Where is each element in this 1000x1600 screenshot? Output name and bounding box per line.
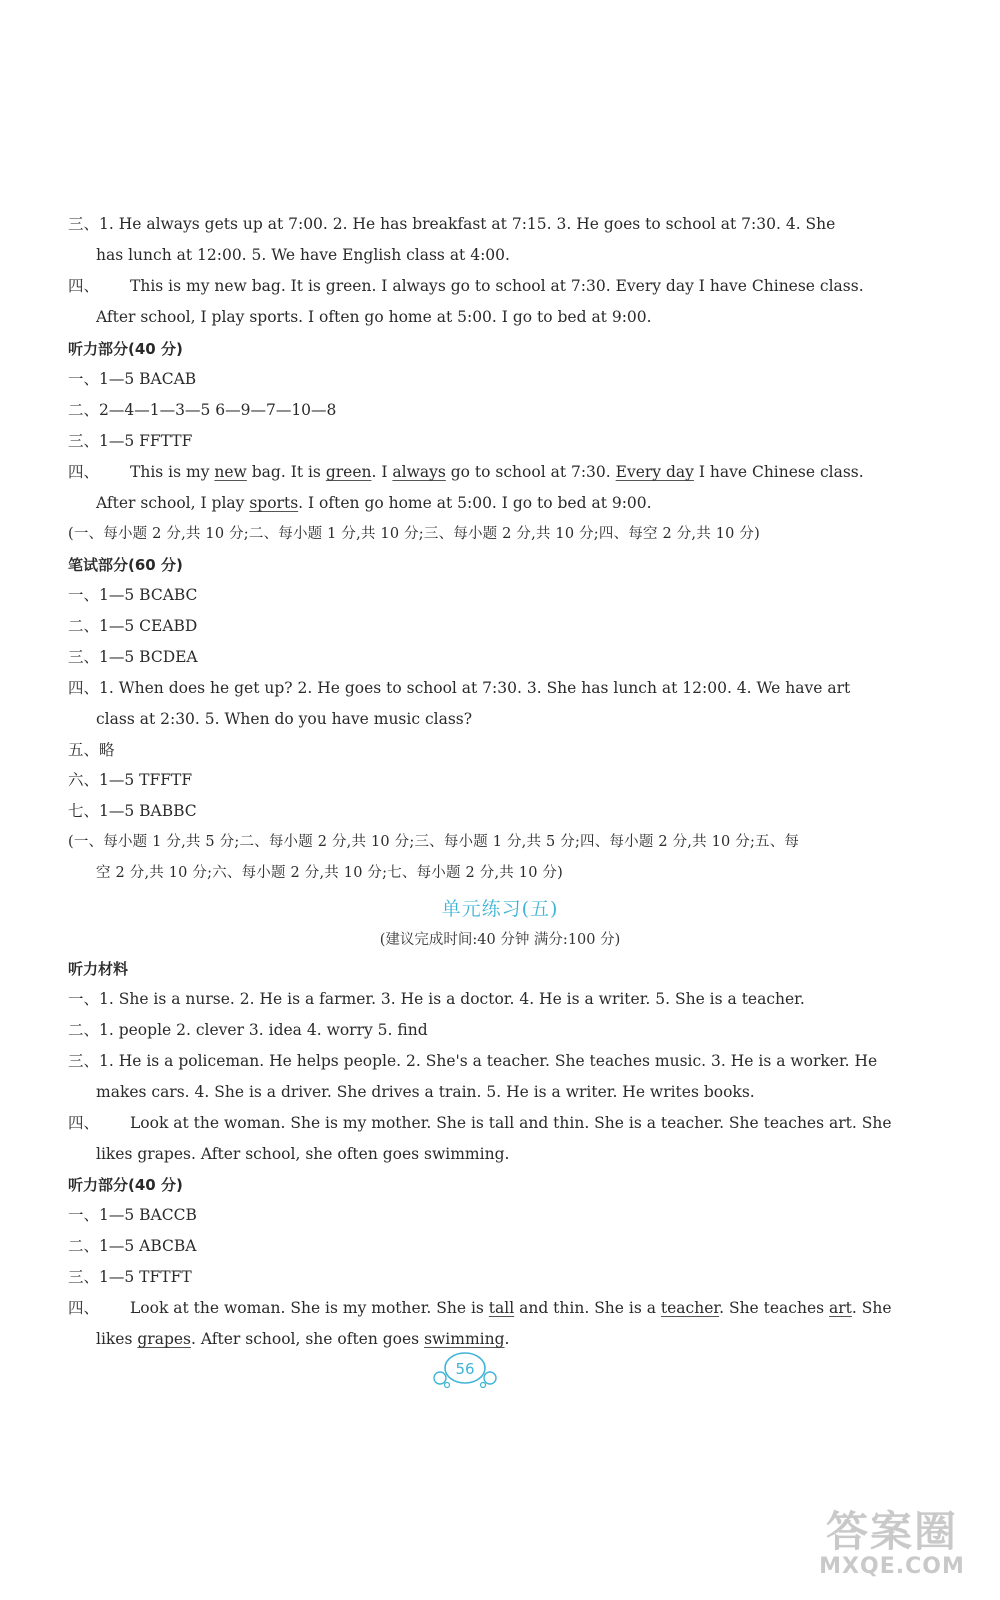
text-segment: After school, I play [96,494,250,512]
section-marker: 四、 [68,463,100,481]
answer-line: 六、1—5 TFFTF [68,771,193,789]
watermark-url: MXQE.COM [819,1554,965,1579]
underlined-answer: sports [249,494,299,512]
underlined-answer: teacher [660,1299,720,1317]
section-marker: 四、 [68,1114,100,1132]
answer-line: 五、略 [68,741,115,759]
answer-line: 七、1—5 BABBC [68,802,197,820]
answer-line: 一、1—5 BACAB [68,370,197,388]
watermark [802,1507,982,1590]
text-segment: go to school at 7:30. [445,463,616,481]
answer-line: 二、2—4—1—3—5 6—9—7—10—8 [68,401,337,419]
answer-line: 三、1—5 FFTTF [68,432,193,450]
score-note: (一、每小题 2 分,共 10 分;二、每小题 1 分,共 10 分;三、每小题 2 分,共 10 分;四、每空 2 分,共 10 分) [68,526,760,542]
answer-line: 二、1—5 CEABD [68,617,198,635]
section-heading: 听力部分(40 分) [68,1176,183,1194]
section-marker: 四、 [68,1299,100,1317]
answer-line: This is my new bag. It is green. I always go to school at 7:30. Every day I have Chinese class. [130,277,864,295]
score-note: (一、每小题 1 分,共 5 分;二、每小题 2 分,共 10 分;三、每小题 1 分,共 5 分;四、每小题 2 分,共 10 分;五、每 [68,834,800,850]
answer-line: 一、1. She is a nurse. 2. He is a farmer. 3. He is a doctor. 4. He is a writer. 5. She is a teacher. [68,990,805,1008]
text-segment: likes [96,1330,138,1348]
section-heading: 笔试部分(60 分) [68,556,183,574]
text-segment: . [504,1330,510,1348]
text-segment: . She [851,1299,892,1317]
underlined-answer: always [392,463,446,481]
text-segment: Look at the woman. She is my mother. She is [130,1299,489,1317]
answer-line: 三、1—5 TFTFT [68,1268,192,1286]
text-segment: . I [371,463,393,481]
text-segment: . After school, she often goes [191,1330,425,1348]
text-segment: bag. It is [246,463,326,481]
text-segment: I have Chinese class. [693,463,864,481]
underlined-answer: tall [488,1299,515,1317]
answer-line: 二、1—5 ABCBA [68,1237,197,1255]
answer-line: 三、1—5 BCDEA [68,648,198,666]
answer-line: likes grapes. After school, she often goes swimming. [96,1145,510,1163]
answer-line [96,490,966,516]
answer-line [130,459,1000,485]
text-segment: and thin. She is a [514,1299,661,1317]
watermark-logo: 答案圈 [825,1507,958,1556]
answer-line: has lunch at 12:00. 5. We have English class at 4:00. [96,246,510,264]
section-marker: 四、 [68,277,100,295]
text-segment: . She teaches [719,1299,830,1317]
underlined-answer: green [325,463,372,481]
bubble-frame-icon [430,1348,500,1390]
underlined-answer: grapes [137,1330,191,1348]
underlined-answer: Every day [615,463,694,481]
answer-line: 二、1. people 2. clever 3. idea 4. worry 5. find [68,1021,428,1039]
text-segment: . I often go home at 5:00. I go to bed at 9:00. [298,494,652,512]
unit-title: 单元练习(五) [441,898,559,920]
answer-line: After school, I play sports. I often go home at 5:00. I go to bed at 9:00. [96,308,652,326]
underlined-answer: swimming [424,1330,505,1348]
underlined-answer: art [829,1299,852,1317]
answer-line: 一、1—5 BCABC [68,586,198,604]
answer-line: class at 2:30. 5. When do you have music class? [96,710,473,728]
answer-line: 四、1. When does he get up? 2. He goes to school at 7:30. 3. She has lunch at 12:00. 4. We have art [68,679,851,697]
score-note: 空 2 分,共 10 分;六、每小题 2 分,共 10 分;七、每小题 2 分,共 10 分) [96,865,563,881]
page-number-badge [430,1348,500,1390]
section-heading: 听力材料 [68,960,129,978]
answer-line: 三、1. He is a policeman. He helps people. 2. She's a teacher. She teaches music. 3. He is a worker. He [68,1052,878,1070]
section-heading: 听力部分(40 分) [68,340,183,358]
answer-line [96,1326,966,1352]
underlined-answer: new [214,463,247,481]
answer-line: makes cars. 4. She is a driver. She drives a train. 5. He is a writer. He writes books. [96,1083,755,1101]
answer-line: Look at the woman. She is my mother. She is tall and thin. She is a teacher. She teaches art. She [130,1114,892,1132]
page-number: 56 [455,1360,475,1378]
text-segment: This is my [130,463,215,481]
answer-line: 三、1. He always gets up at 7:00. 2. He has breakfast at 7:15. 3. He goes to school at 7:30. 4. She [68,215,836,233]
answer-line [130,1295,1000,1321]
unit-subtitle: (建议完成时间:40 分钟 满分:100 分) [379,932,621,948]
answer-line: 一、1—5 BACCB [68,1206,197,1224]
